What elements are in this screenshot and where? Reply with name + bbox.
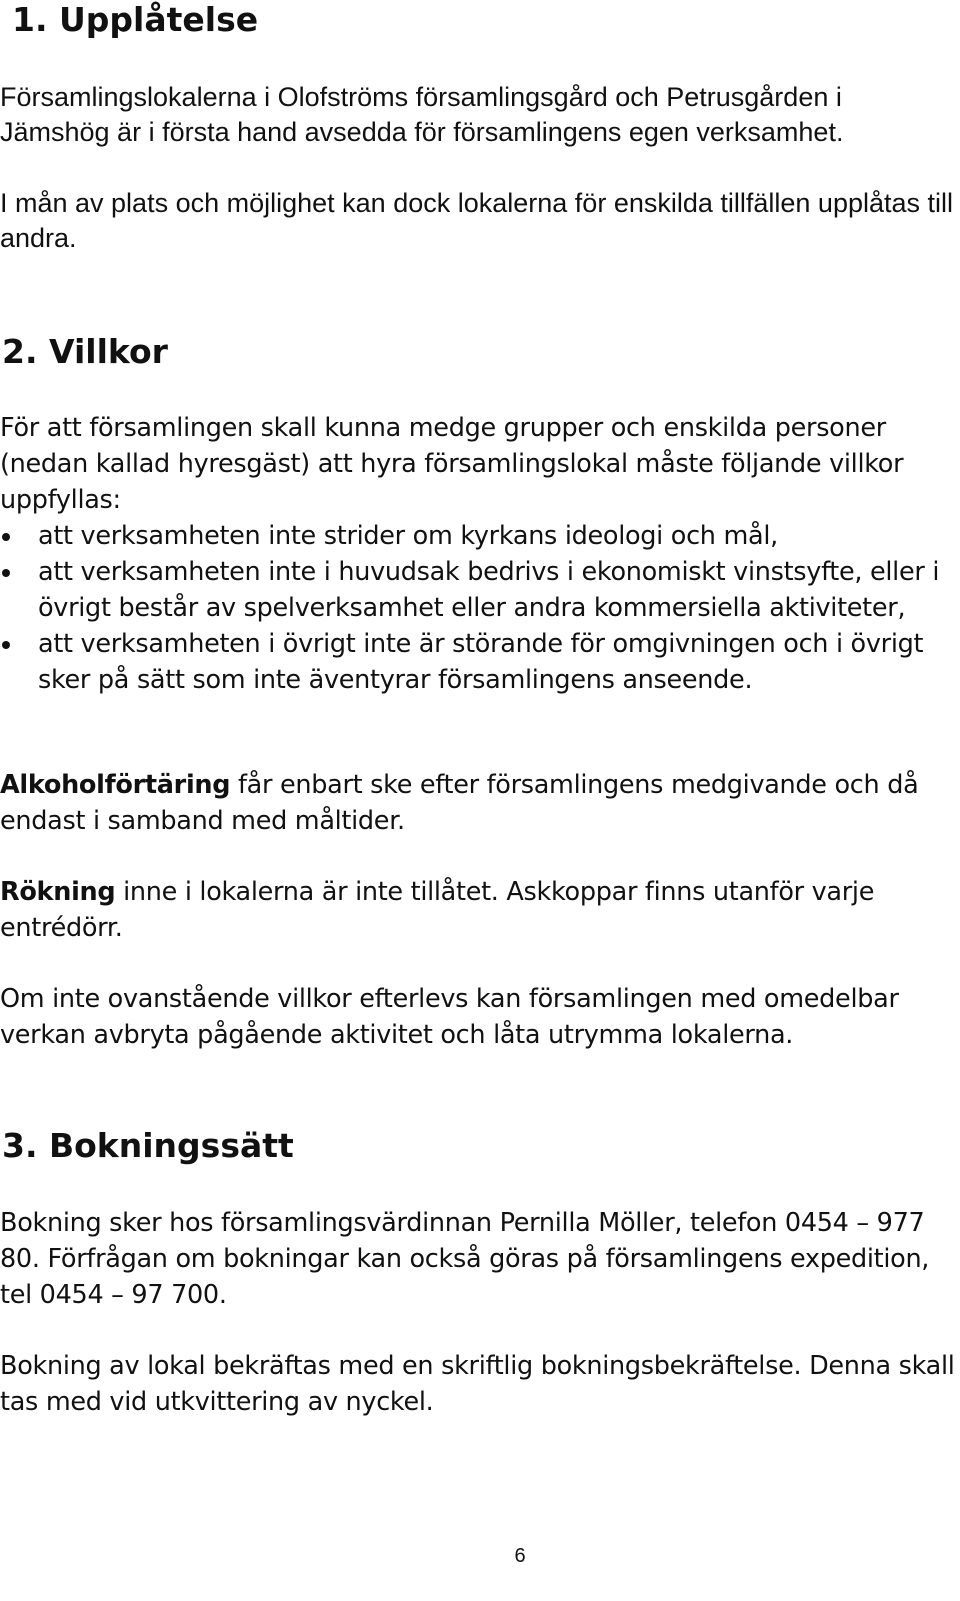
list-item-text: att verksamheten inte i huvudsak bedrivs i ekonomiskt vinstsyfte, eller i övrigt består av spelverksamhet eller andra kommersiella aktiviteter, bbox=[38, 557, 940, 623]
conditions-list bbox=[0, 518, 955, 698]
section-1-paragraph-1: Församlingslokalerna i Olofströms församlingsgård och Petrusgården i Jämshög är i första hand avsedda för församlingens egen verksamhet. bbox=[0, 82, 844, 147]
section-2-heading: 2. Villkor bbox=[2, 332, 168, 371]
list-item bbox=[0, 518, 955, 554]
section-1-heading: 1. Upplåtelse bbox=[12, 0, 259, 39]
bullet-icon bbox=[2, 569, 10, 577]
alcohol-paragraph bbox=[0, 767, 955, 839]
alcohol-text: får enbart ske efter församlingens medgivande och då endast i samband med måltider. bbox=[0, 770, 919, 836]
section-1-paragraph-2: I mån av plats och möjlighet kan dock lokalerna för enskilda tillfällen upplåtas till andra. bbox=[0, 188, 954, 253]
smoking-paragraph bbox=[0, 874, 955, 946]
closing-paragraph: Om inte ovanstående villkor efterlevs kan församlingen med omedelbar verkan avbryta pågående aktivitet och låta utrymma lokalerna. bbox=[0, 984, 899, 1050]
section-3-paragraph-1: Bokning sker hos församlingsvärdinnan Pernilla Möller, telefon 0454 – 977 80. Förfrågan om bokningar kan också göras på församlingens expedition, tel 0454 – 97 700. bbox=[0, 1208, 930, 1310]
list-item-text: att verksamheten inte strider om kyrkans ideologi och mål, bbox=[38, 521, 778, 551]
section-3-paragraph-2: Bokning av lokal bekräftas med en skriftlig bokningsbekräftelse. Denna skall tas med vid utkvittering av nyckel. bbox=[0, 1351, 955, 1417]
list-item bbox=[0, 626, 955, 698]
section-3-heading: 3. Bokningssätt bbox=[2, 1126, 294, 1165]
section-2-intro: För att församlingen skall kunna medge grupper och enskilda personer (nedan kallad hyresgäst) att hyra församlingslokal måste följande villkor uppfyllas: bbox=[0, 413, 904, 515]
bullet-icon bbox=[2, 533, 10, 541]
bullet-icon bbox=[2, 641, 10, 649]
page-number: 6 bbox=[514, 1545, 526, 1567]
smoking-label: Rökning bbox=[0, 877, 116, 907]
alcohol-label: Alkoholförtäring bbox=[0, 770, 231, 800]
smoking-text: inne i lokalerna är inte tillåtet. Askkoppar finns utanför varje entrédörr. bbox=[0, 877, 875, 943]
list-item-text: att verksamheten i övrigt inte är störande för omgivningen och i övrigt sker på sätt som inte äventyrar församlingens anseende. bbox=[38, 629, 924, 695]
list-item bbox=[0, 554, 955, 626]
